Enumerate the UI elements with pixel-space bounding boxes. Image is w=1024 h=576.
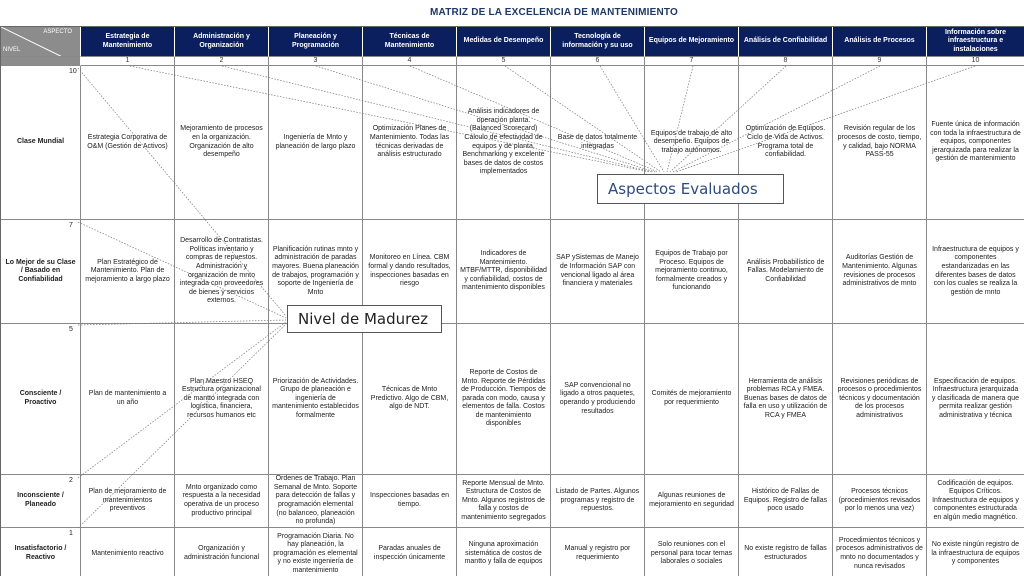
matrix-cell: Plan de mejoramiento de mantenimientos preventivos — [81, 475, 175, 528]
matrix-cell: Solo reuniones con el personal para tocar temas laborales o sociales — [645, 528, 739, 576]
matrix-cell: Base de datos totalmente integradas — [551, 66, 645, 220]
matrix-cell: Monitoreo en Línea. CBM formal y dando resultados, inspecciones basadas en riesgo — [363, 220, 457, 324]
aspect-header-8: Análisis de Confiabilidad — [739, 27, 833, 57]
matrix-cell: Mantenimiento reactivo — [81, 528, 175, 576]
matrix-cell: Priorización de Actividades. Grupo de planeación e ingeniería de mantenimiento establecidos formalmente — [269, 324, 363, 475]
aspect-number: 9 — [833, 57, 927, 66]
aspect-number: 8 — [739, 57, 833, 66]
level-label-inconsciente — [1, 475, 81, 528]
aspect-header-4: Técnicas de Mantenimiento — [363, 27, 457, 57]
matrix-cell: Especificación de equipos. Infraestructura jerarquizada y clasificada de manera que permita realizar gestión administrativa y técnica — [927, 324, 1024, 475]
level-label-insatisfactorio — [1, 528, 81, 576]
level-name: Insatisfactorio / Reactivo — [14, 545, 67, 561]
level-name: Inconsciente / Planeado — [17, 492, 64, 508]
matrix-cell: Organización y administración funcional — [175, 528, 269, 576]
aspect-header-3: Planeación y Programación — [269, 27, 363, 57]
level-score: 10 — [69, 68, 77, 75]
matrix-cell: Procedimientos técnicos y procesos administrativos de mnto no documentados y nunca revisados — [833, 528, 927, 576]
matrix-cell: No existe registro de fallas estructurados — [739, 528, 833, 576]
level-axis-label: NIVEL — [3, 46, 21, 53]
aspect-header-1: Estrategia de Mantenimiento — [81, 27, 175, 57]
matrix-cell: Plan Maestro HSEQ Estructura organizacional de mantto integrada con logística, financiera, recursos humanos etc — [175, 324, 269, 475]
matrix-cell: Codificación de equipos. Equipos Críticos. Infraestructura de equipos y componentes estructurada en algún medio magnético. — [927, 475, 1024, 528]
aspect-number: 6 — [551, 57, 645, 66]
matrix-cell: Reporte Mensual de Mnto. Estructura de Costos de Mnto. Algunos registros de falla y costos de mantenimiento segregados — [457, 475, 551, 528]
matrix-cell: Análisis indicadores de operación planta. (Balanced Scorecard) Cálculo de efectividad de equipos y de planta. Benchmarking y excelente bases de datos de costos implementados — [457, 66, 551, 220]
matrix-cell: SAP ySistemas de Manejo de Información SAP con vencional ligado al área financiera y materiales — [551, 220, 645, 324]
level-label-consciente — [1, 324, 81, 475]
matrix-cell: Manual y registro por requerimiento — [551, 528, 645, 576]
aspect-header-6: Tecnología de información y su uso — [551, 27, 645, 57]
matrix-cell: Reporte de Costos de Mnto. Reporte de Pérdidas de Producción. Tiempos de parada con modo, causa y elementos de falla. Costos de mantenimiento disponibles — [457, 324, 551, 475]
aspect-number: 4 — [363, 57, 457, 66]
aspect-header-2: Administración y Organización — [175, 27, 269, 57]
matrix-cell: Revisión regular de los procesos de costo, tiempo, y calidad, bajo NORMA PASS-55 — [833, 66, 927, 220]
matrix-cell: Optimización Planes de Mantenimiento. Todas las técnicas derivadas de análisis estructurado — [363, 66, 457, 220]
level-name: Lo Mejor de su Clase / Basado en Confiabilidad — [5, 258, 76, 283]
matrix-cell: Revisiones periódicas de procesos o procedimientos técnicos y documentación de los procesos administrativos — [833, 324, 927, 475]
matrix-cell: No existe ningún registro de la infraestructura de equipos y componentes — [927, 528, 1024, 576]
level-name: Consciente / Proactivo — [19, 390, 62, 406]
matrix-cell: Comités de mejoramiento por requerimiento — [645, 324, 739, 475]
matrix-cell: Histórico de Fallas de Equipos. Registro de fallas poco usado — [739, 475, 833, 528]
level-score: 5 — [69, 326, 73, 333]
page-title: MATRIZ DE LA EXCELENCIA DE MANTENIMIENTO — [430, 7, 678, 18]
corner-header — [1, 27, 81, 57]
matrix-cell: Auditorías Gestión de Mantenimiento. Algunas revisiones de procesos administrativos de mnto — [833, 220, 927, 324]
matrix-cell: Listado de Partes. Algunos programas y registro de repuestos. — [551, 475, 645, 528]
matrix-cell: Fuente única de información con toda la infraestructura de equipos, componentes jerarquizada para realizar la gestión de mantenimiento — [927, 66, 1024, 220]
level-name: Clase Mundial — [16, 138, 65, 146]
number-row-spacer — [1, 57, 81, 66]
matrix-cell: Ninguna aproximación sistemática de costos de mantto y falla de equipos — [457, 528, 551, 576]
aspect-header-10: Información sobre infraestructura e instalaciones — [927, 27, 1024, 57]
matrix-cell: Mnto organizado como respuesta a la necesidad operativa de un proceso productivo principal — [175, 475, 269, 528]
matrix-cell: Equipos de Trabajo por Proceso. Equipos de mejoramiento continuo, formalmente creados y funcionando — [645, 220, 739, 324]
matrix-cell: Infraestructura de equipos y componentes estandarizadas en las diferentes bases de datos con los cuales se realiza la gestión de mnto — [927, 220, 1024, 324]
aspect-number: 5 — [457, 57, 551, 66]
matrix-cell: Mejoramiento de procesos en la organización. Organización de alto desempeño — [175, 66, 269, 220]
level-label-lo-mejor — [1, 220, 81, 324]
matrix-cell: Ordenes de Trabajo. Plan Semanal de Mnto. Soporte para detección de fallas y programación elemental (no balanceo, planeación no profunda) — [269, 475, 363, 528]
aspect-axis-label: ASPECTO — [43, 29, 72, 35]
matrix-cell: Inspecciones basadas en tiempo. — [363, 475, 457, 528]
aspect-header-7: Equipos de Mejoramiento — [645, 27, 739, 57]
matrix-cell: Paradas anuales de inspección únicamente — [363, 528, 457, 576]
aspect-header-9: Análisis de Procesos — [833, 27, 927, 57]
level-label-clase-mundial — [1, 66, 81, 220]
level-score: 1 — [69, 530, 73, 537]
matrix-cell: Algunas reuniones de mejoramiento en seguridad — [645, 475, 739, 528]
level-score: 2 — [69, 477, 73, 484]
level-score: 7 — [69, 222, 73, 229]
matrix-cell: Procesos técnicos (procedimientos revisados por lo menos una vez) — [833, 475, 927, 528]
aspect-number: 2 — [175, 57, 269, 66]
aspect-number: 3 — [269, 57, 363, 66]
matrix-cell: Equipos de trabajo de alto desempeño. Equipos de trabajo autónomos. — [645, 66, 739, 220]
matrix-cell: Plan de mantenimiento a un año — [81, 324, 175, 475]
callout-aspectos-evaluados: Aspectos Evaluados — [597, 174, 784, 204]
matrix-cell: SAP convencional no ligado a otros paquetes, operando y produciendo resultados — [551, 324, 645, 475]
matrix-cell: Desarrollo de Contratistas. Políticas inventario y compras de repuestos. Administración y organización de mnto integrada con proveedores de bienes y servicios externos. — [175, 220, 269, 324]
matrix-cell: Optimización de Equipos. Ciclo de Vida de Activos. Programa total de confiabilidad. — [739, 66, 833, 220]
matrix-cell: Ingeniería de Mnto y planeación de largo plazo — [269, 66, 363, 220]
matrix-cell: Programación Diaria. No hay planeación, la programación es elemental y no existe ingeniería de mantenimiento — [269, 528, 363, 576]
aspect-header-5: Medidas de Desempeño — [457, 27, 551, 57]
aspect-number: 10 — [927, 57, 1024, 66]
matrix-cell: Herramienta de análisis problemas RCA y FMEA. Buenas bases de datos de falla en uso y utilización de RCA y FMEA — [739, 324, 833, 475]
matrix-cell: Plan Estratégico de Mantenimiento. Plan de mejoramiento a largo plazo — [81, 220, 175, 324]
aspect-number: 1 — [81, 57, 175, 66]
matrix-cell: Planificación rutinas mnto y administración de paradas mayores. Buena planeación de trabajos, programación y soporte de Ingeniería de Mnto — [269, 220, 363, 324]
matrix-cell: Técnicas de Mnto Predictivo. Algo de CBM, algo de NDT. — [363, 324, 457, 475]
matrix-cell: Estrategia Corporativa de O&M (Gestión de Activos) — [81, 66, 175, 220]
matrix-cell: Análisis Probabilístico de Fallas. Modelamiento de Confiabilidad — [739, 220, 833, 324]
maturity-matrix — [0, 26, 1024, 576]
matrix-cell: Indicadores de Mantenimiento. MTBF/MTTR, disponibilidad y confiabilidad, costos de mantenimiento disponibles — [457, 220, 551, 324]
callout-nivel-de-madurez: Nivel de Madurez — [287, 305, 442, 333]
aspect-number: 7 — [645, 57, 739, 66]
